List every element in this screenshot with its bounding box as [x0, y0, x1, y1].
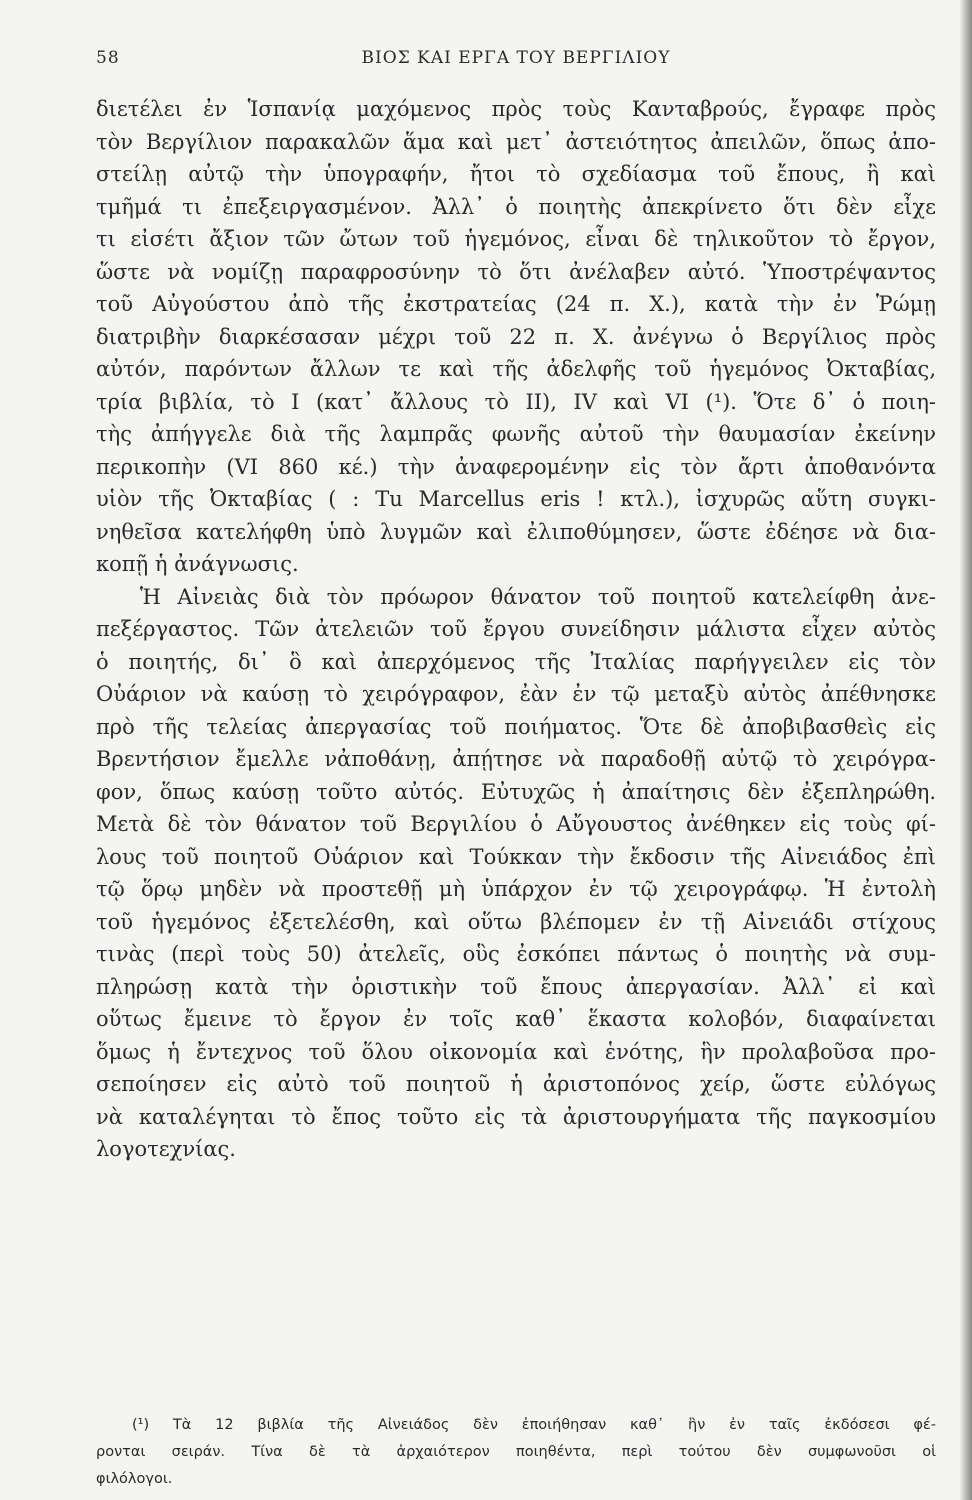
text-line: νηθεῖσα κατελήφθη ὑπὸ λυγμῶν καὶ ἐλιποθύμησεν, ὥστε ἐδέησε νὰ δια-	[96, 519, 936, 544]
body-text	[96, 93, 936, 1166]
footnote-line: φιλόλογοι.	[96, 1471, 173, 1487]
text-line: φον, ὅπως καύσῃ τοῦτο αὐτός. Εὐτυχῶς ἡ ἀπαίτησις δὲν ἐξεπληρώθη.	[96, 779, 936, 804]
footnote-line: ρονται σειράν. Τίνα δὲ τὰ ἀρχαιότερον ποιηθέντα, περὶ τούτου δὲν συμφωνοῦσι οἱ	[96, 1444, 936, 1460]
text-line: τινὰς (περὶ τοὺς 50) ἀτελεῖς, οὓς ἐσκόπει πάντως ὁ ποιητὴς νὰ συμ-	[96, 942, 936, 966]
page-number: 58	[96, 48, 120, 68]
text-line: διετέλει ἐν Ἱσπανίᾳ μαχόμενος πρὸς τοὺς Κανταβρούς, ἔγραφε πρὸς	[96, 97, 936, 121]
text-line: τοῦ Αὐγούστου ἀπὸ τῆς ἐκστρατείας (24 π. Χ.), κατὰ τὴν ἐν Ῥώμῃ	[96, 292, 936, 316]
text-line: αὐτόν, παρόντων ἄλλων τε καὶ τῆς ἀδελφῆς τοῦ ἡγεμόνος Ὀκταβίας,	[96, 357, 936, 381]
text-line: τοῦ ἡγεμόνος ἐξετελέσθη, καὶ οὕτω βλέπομεν ἐν τῇ Αἰνειάδι στίχους	[96, 909, 936, 934]
text-line: διατριβὴν διαρκέσασαν μέχρι τοῦ 22 π. Χ. ἀνέγνω ὁ Βεργίλιος πρὸς	[96, 324, 936, 349]
page-edge-shadow	[960, 0, 972, 1500]
text-line: ὥστε νὰ νομίζῃ παραφροσύνην τὸ ὅτι ἀνέλαβεν αὐτό. Ὑποστρέψαντος	[96, 259, 936, 284]
footnotes	[96, 1412, 936, 1493]
text-line: στείλῃ αὐτῷ τὴν ὑπογραφήν, ἤτοι τὸ σχεδίασμα τοῦ ἔπους, ἢ καὶ	[96, 162, 936, 186]
page-header	[96, 48, 936, 76]
text-line: λογοτεχνίας.	[96, 1137, 236, 1161]
text-line: πρὸ τῆς τελείας ἀπεργασίας τοῦ ποιήματος. Ὅτε δὲ ἀποβιβασθεὶς εἰς	[96, 714, 936, 739]
text-line: Βρεντήσιον ἔμελλε νἀποθάνῃ, ἀπῄτησε νὰ παραδοθῇ αὐτῷ τὸ χειρόγρα-	[96, 747, 936, 771]
text-line: Οὐάριον νὰ καύσῃ τὸ χειρόγραφον, ἐὰν ἐν τῷ μεταξὺ αὐτὸς ἀπέθνησκε	[96, 682, 936, 706]
text-line: λους τοῦ ποιητοῦ Οὐάριον καὶ Τούκκαν τὴν ἔκδοσιν τῆς Αἰνειάδος ἐπὶ	[96, 844, 936, 869]
text-line: οὕτως ἔμεινε τὸ ἔργον ἐν τοῖς καθ᾽ ἕκαστα κολοβόν, διαφαίνεται	[96, 1007, 936, 1031]
text-line: πεξέργαστος. Τῶν ἀτελειῶν τοῦ ἔργου συνείδησιν μάλιστα εἶχεν αὐτὸς	[96, 617, 936, 641]
text-line: σεποίησεν εἰς αὐτὸ τοῦ ποιητοῦ ἡ ἀριστοπόνος χείρ, ὥστε εὐλόγως	[96, 1072, 936, 1096]
running-title: ΒΙΟΣ ΚΑΙ ΕΡΓΑ ΤΟΥ ΒΕΡΓΙΛΙΟΥ	[361, 48, 671, 68]
text-line: Μετὰ δὲ τὸν θάνατον τοῦ Βεργιλίου ὁ Αὔγουστος ἀνέθηκεν εἰς τοὺς φί-	[96, 812, 936, 836]
text-line: τρία βιβλία, τὸ Ι (κατ᾽ ἄλλους τὸ ΙΙ), IV καὶ VI (¹). Ὅτε δ᾽ ὁ ποιη-	[96, 389, 936, 414]
text-line: τῷ ὅρῳ μηδὲν νὰ προστεθῇ μὴ ὑπάρχον ἐν τῷ χειρογράφῳ. Ἡ ἐντολὴ	[96, 877, 936, 901]
text-line: τὴς ἀπήγγελε διὰ τῆς λαμπρᾶς φωνῆς αὐτοῦ τὴν θαυμασίαν ἐκείνην	[96, 422, 936, 446]
text-line: περικοπὴν (VI 860 κέ.) τὴν ἀναφερομένην εἰς τὸν ἄρτι ἀποθανόντα	[96, 454, 936, 479]
text-line: τὸν Βεργίλιον παρακαλῶν ἅμα καὶ μετ᾽ ἀστειότητος ἀπειλῶν, ὅπως ἀπο-	[96, 129, 936, 154]
text-line: ὁ ποιητής, δι᾽ ὃ καὶ ἀπερχόμενος τῆς Ἰταλίας παρήγγειλεν εἰς τὸν	[96, 649, 936, 674]
text-line: νὰ καταλέγηται τὸ ἔπος τοῦτο εἰς τὰ ἀριστουργήματα τῆς παγκοσμίου	[96, 1104, 936, 1129]
footnote-line: (¹) Τὰ 12 βιβλία τῆς Αἰνειάδος δὲν ἐποιήθησαν καθ᾽ ἣν ἐν ταῖς ἐκδόσεσι φέ-	[132, 1417, 936, 1433]
paragraph-start-line: Ἡ Αἰνειὰς διὰ τὸν πρόωρον θάνατον τοῦ ποιητοῦ κατελείφθη ἀνε-	[140, 584, 936, 609]
text-line: πληρώσῃ κατὰ τὴν ὁριστικὴν τοῦ ἔπους ἀπεργασίαν. Ἀλλ᾽ εἰ καὶ	[96, 974, 936, 999]
text-line: υἱὸν τῆς Ὀκταβίας ( : Tu Marcellus eris ! κτλ.), ἰσχυρῶς αὕτη συγκι-	[96, 487, 936, 511]
text-line: κοπῇ ἡ ἀνάγνωσις.	[96, 552, 299, 576]
text-line: τμῆμά τι ἐπεξειργασμένον. Ἀλλ᾽ ὁ ποιητὴς ἀπεκρίνετο ὅτι δὲν εἶχε	[96, 194, 936, 219]
text-line: ὅμως ἡ ἔντεχνος τοῦ ὅλου οἰκονομία καὶ ἑνότης, ἣν προλαβοῦσα προ-	[96, 1039, 936, 1064]
text-line: τι εἰσέτι ἄξιον τῶν ὤτων τοῦ ἡγεμόνος, εἶναι δὲ τηλικοῦτον τὸ ἔργον,	[96, 227, 936, 251]
